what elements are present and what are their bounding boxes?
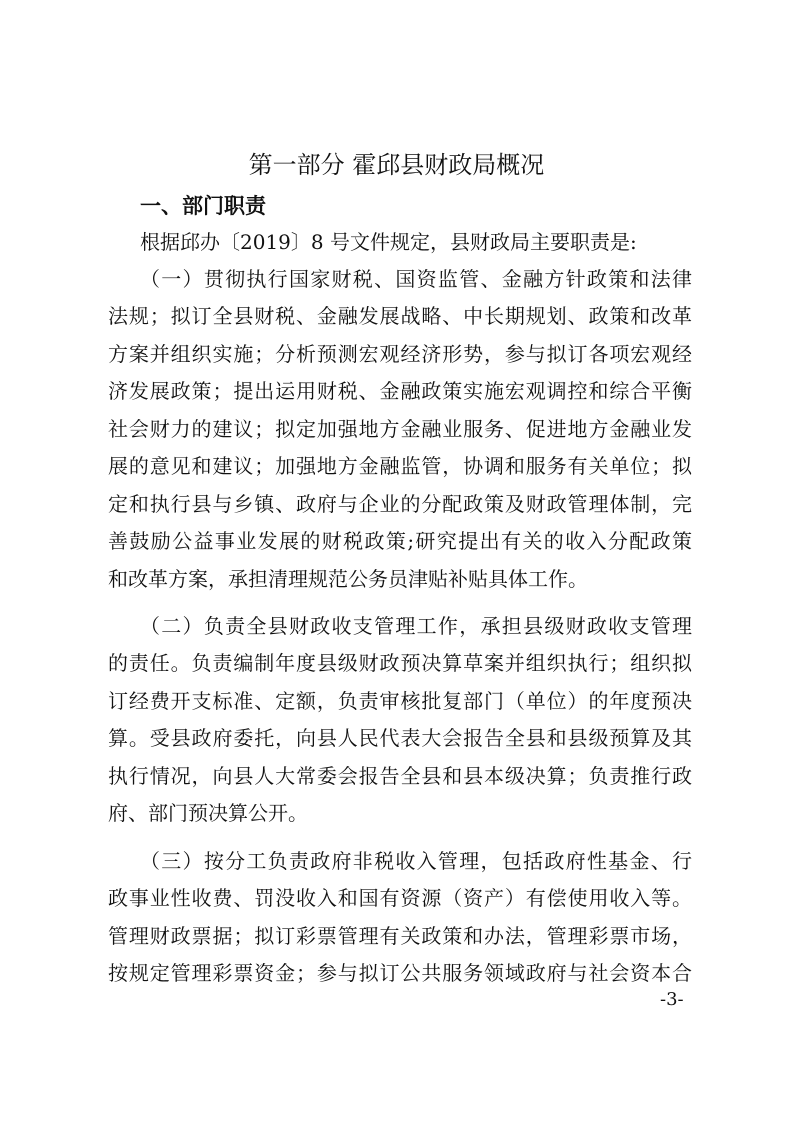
text-line: 济发展政策；提出运用财税、金融政策实施宏观调控和综合平衡 <box>108 379 692 403</box>
text-line: 订经费开支标准、定额，负责审核批复部门（单位）的年度预决 <box>108 689 692 713</box>
text-line: （三）按分工负责政府非税收入管理，包括政府性基金、行 <box>140 849 692 873</box>
text-line: 政事业性收费、罚没收入和国有资源（资产）有偿使用收入等。 <box>108 886 692 910</box>
text-line: 法规；拟订全县财税、金融发展战略、中长期规划、政策和改革 <box>108 304 692 328</box>
text-line: 善鼓励公益事业发展的财税政策;研究提出有关的收入分配政策 <box>108 529 692 553</box>
text-line: 府、部门预决算公开。 <box>108 801 308 825</box>
text-line: 社会财力的建议；拟定加强地方金融业服务、促进地方金融业发 <box>108 417 692 441</box>
intro-line: 根据邱办〔2019〕8 号文件规定，县财政局主要职责是: <box>140 230 637 254</box>
text-line: 展的意见和建议；加强地方金融监管，协调和服务有关单位；拟 <box>108 454 692 478</box>
text-line: 定和执行县与乡镇、政府与企业的分配政策及财政管理体制，完 <box>108 492 692 516</box>
section-heading: 一、部门职责 <box>140 194 266 218</box>
text-line: 和改革方案，承担清理规范公务员津贴补贴具体工作。 <box>108 567 588 591</box>
text-line: 方案并组织实施；分析预测宏观经济形势，参与拟订各项宏观经 <box>108 342 692 366</box>
text-line: 算。受县政府委托，向县人民代表大会报告全县和县级预算及其 <box>108 726 692 750</box>
page-title: 第一部分 霍邱县财政局概况 <box>248 151 545 179</box>
text-line: 的责任。负责编制年度县级财政预决算草案并组织执行；组织拟 <box>108 651 692 675</box>
text-line: （二）负责全县财政收支管理工作，承担县级财政收支管理 <box>140 614 692 638</box>
text-line: 管理财政票据；拟订彩票管理有关政策和办法，管理彩票市场， <box>108 924 692 948</box>
text-line: 执行情况，向县人大常委会报告全县和县本级决算；负责推行政 <box>108 764 692 788</box>
page-number: -3- <box>660 989 684 1010</box>
text-line: 按规定管理彩票资金；参与拟订公共服务领域政府与社会资本合 <box>108 961 692 985</box>
text-line: （一）贯彻执行国家财税、国资监管、金融方针政策和法律 <box>140 267 692 291</box>
